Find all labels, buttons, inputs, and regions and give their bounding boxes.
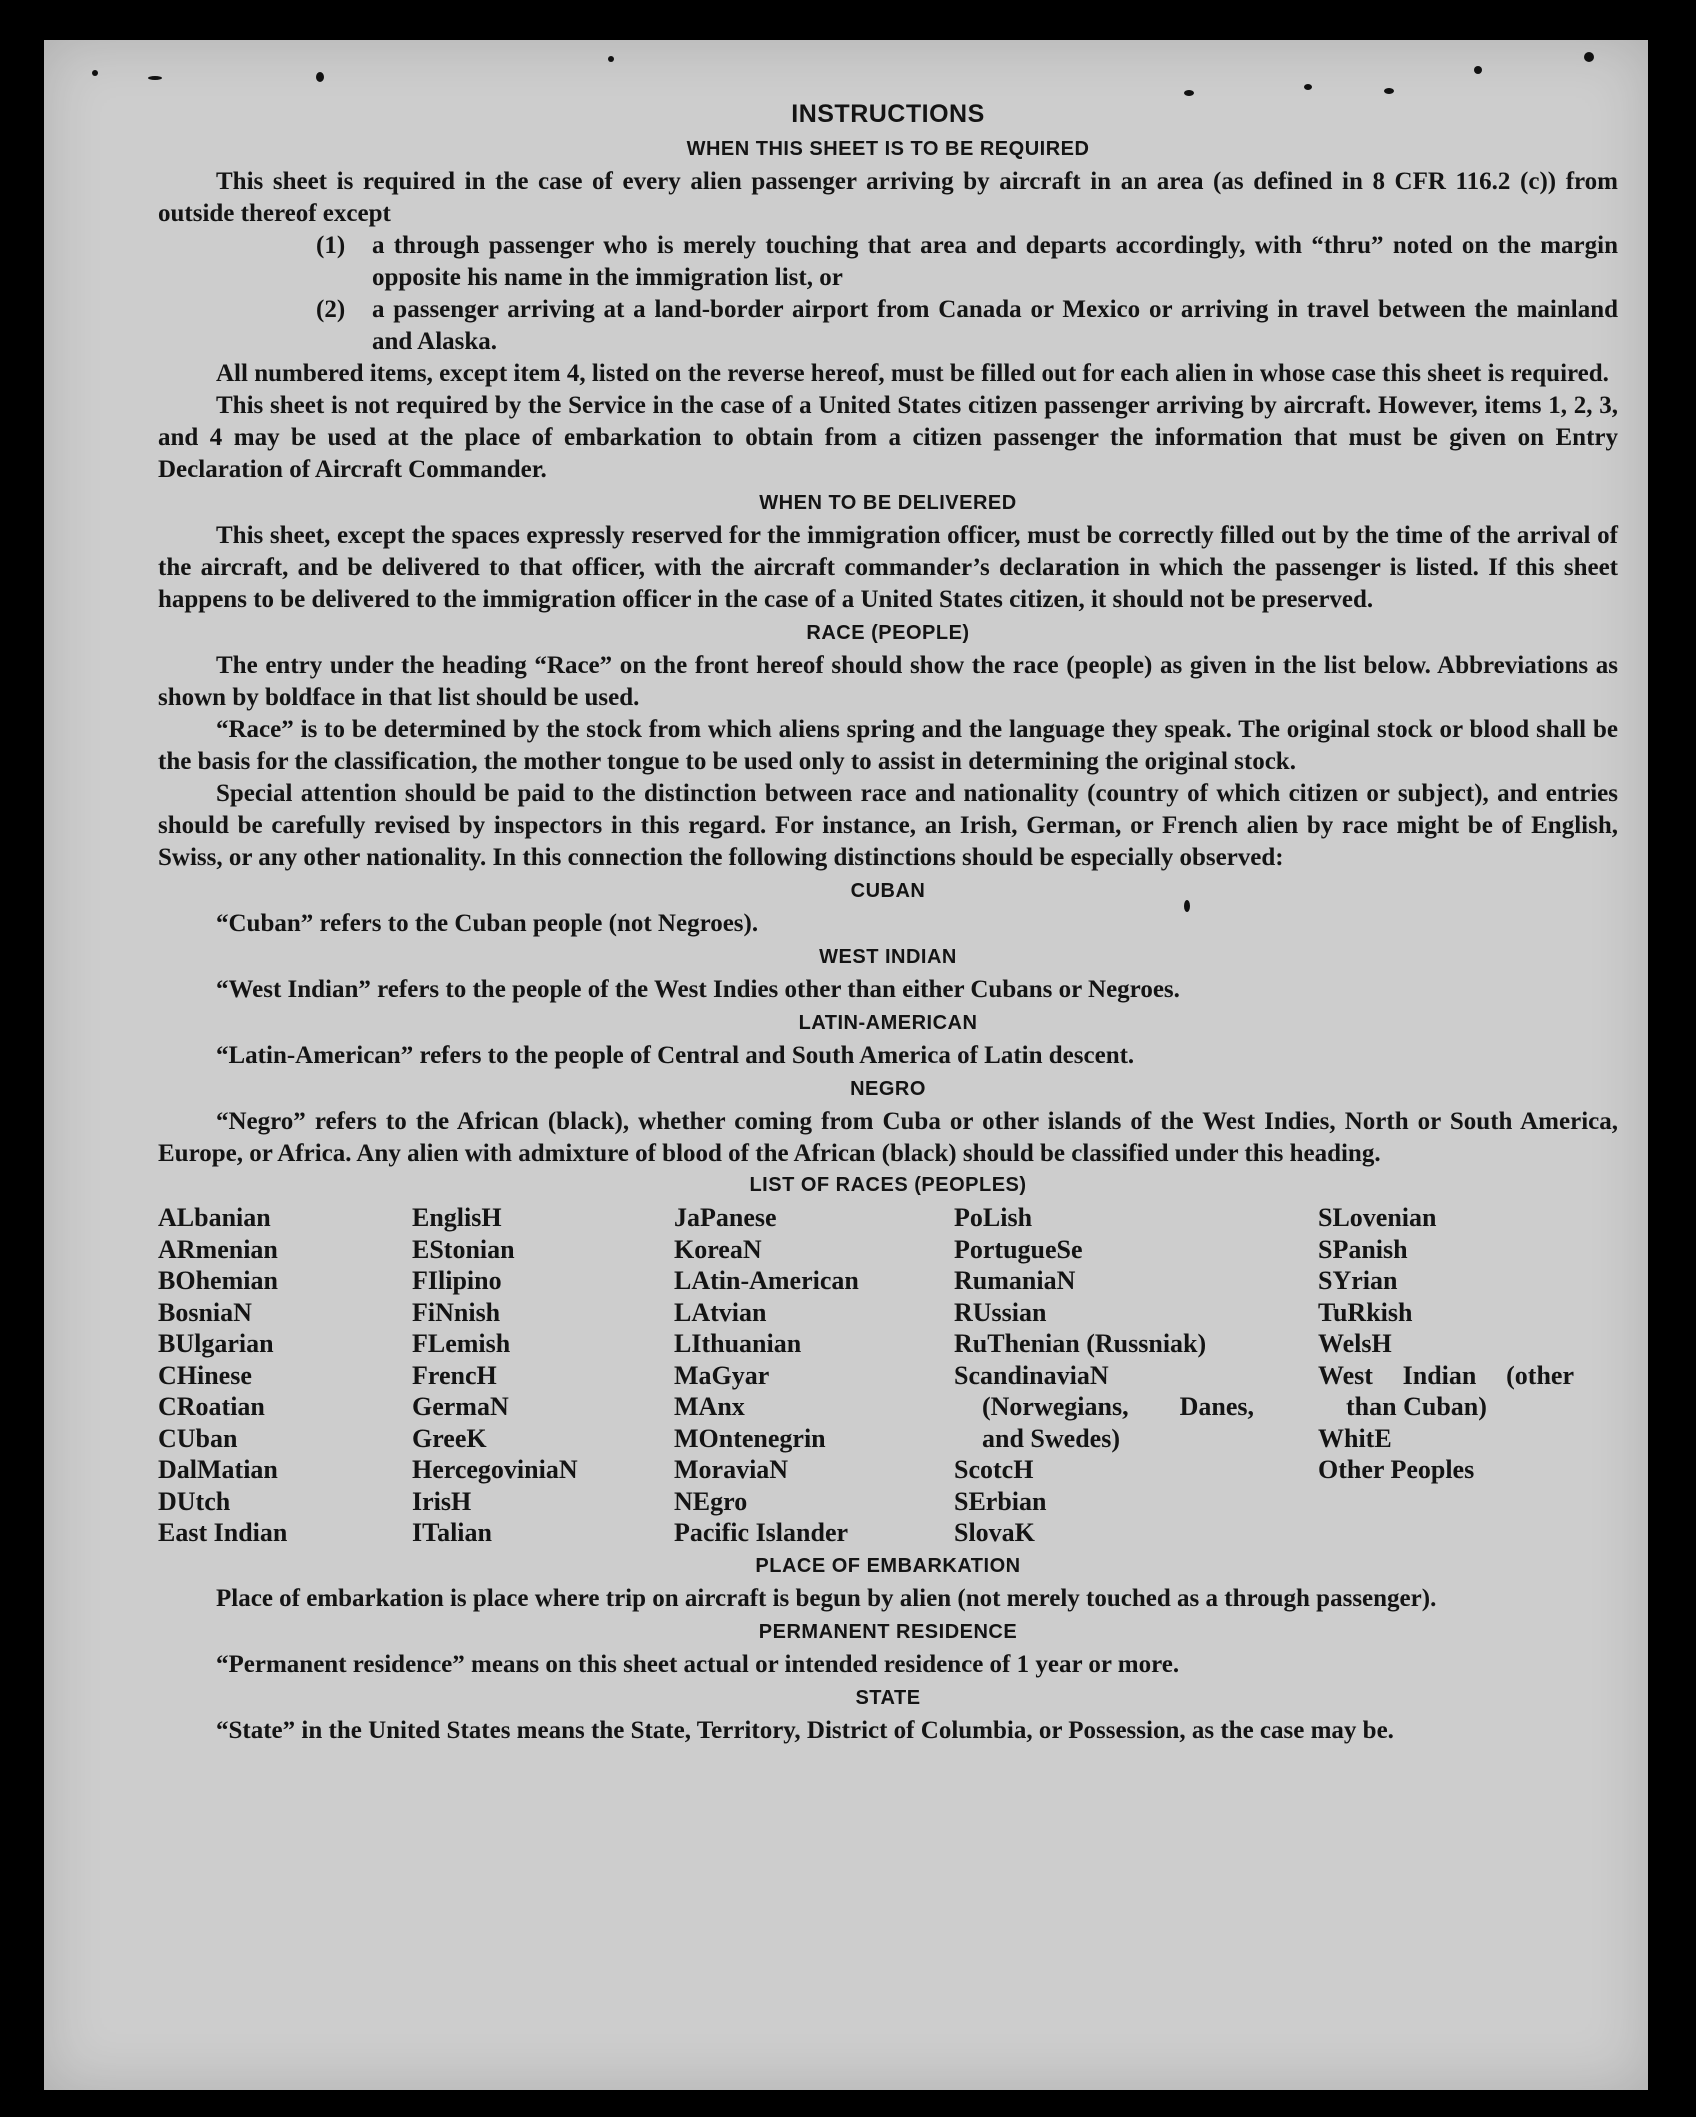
race-entry: EStonian <box>412 1234 515 1264</box>
item-text: a passenger arriving at a land-border airport from Canada or Mexico or arriving in travel between the mainland and Alaska. <box>372 296 1618 355</box>
ink-speck <box>316 72 324 82</box>
race-list <box>158 1176 1618 1549</box>
race-column <box>1318 1176 1574 1549</box>
race-entry: KoreaN <box>674 1234 762 1264</box>
race-entry: NEgro <box>674 1486 748 1516</box>
race-entry: ITalian <box>412 1518 492 1547</box>
paragraph: “West Indian” refers to the people of the West Indies other than either Cubans or Negroes. <box>216 976 1180 1003</box>
section-heading: LIST OF RACES (PEOPLES) <box>749 1174 1027 1196</box>
race-entry: LAtin-American <box>674 1266 859 1295</box>
race-entry: WhitE <box>1318 1423 1392 1453</box>
paragraph: “Cuban” refers to the Cuban people (not Negroes). <box>216 910 759 937</box>
race-entry: DalMatian <box>158 1455 278 1484</box>
document-page <box>44 40 1648 2090</box>
race-entry: ARmenian <box>158 1234 278 1264</box>
paragraph: All numbered items, except item 4, listed on the reverse hereof, must be filled out for each alien in whose case this sheet is required. <box>216 360 1609 387</box>
race-entry: FIlipino <box>412 1266 502 1295</box>
race-entry: PortugueSe <box>954 1234 1083 1264</box>
race-entry: FLemish <box>412 1329 511 1358</box>
race-entry: RUssian <box>954 1297 1047 1327</box>
race-entry: Other Peoples <box>1318 1455 1475 1484</box>
race-entry: CRoatian <box>158 1392 265 1421</box>
paragraph: Place of embarkation is place where trip on aircraft is begun by alien (not merely touched as a through passenger). <box>216 1584 1437 1612</box>
ink-speck <box>1304 84 1312 90</box>
race-column <box>158 1176 412 1549</box>
numbered-item <box>316 230 1618 294</box>
race-entry: CHinese <box>158 1360 252 1390</box>
section-heading: WHEN THIS SHEET IS TO BE REQUIRED <box>686 138 1090 160</box>
paragraph: This sheet is required in the case of every alien passenger arriving by aircraft in an area (as defined in 8 CFR 116.2 (c)) from outside thereof except <box>158 168 1618 227</box>
race-entry: ALbanian <box>158 1203 271 1232</box>
paragraph: The entry under the heading “Race” on the front hereof should show the race (people) as given in the list below. Abbreviations as shown by boldface in that list should be used. <box>158 652 1618 711</box>
race-entry: SLovenian <box>1318 1203 1437 1232</box>
ink-speck <box>608 56 614 62</box>
paragraph: “Race” is to be determined by the stock from which aliens spring and the language they speak. The original stock or blood shall be the basis for the classification, the mother tongue to be used only to assist in determining the original stock. <box>158 716 1618 775</box>
race-entry: BOhemian <box>158 1266 278 1295</box>
race-entry: LAtvian <box>674 1297 767 1327</box>
section-heading: PERMANENT RESIDENCE <box>758 1620 1018 1643</box>
race-entry: West Indian (other than Cuban) <box>1318 1360 1574 1421</box>
paragraph: “Permanent residence” means on this sheet actual or intended residence of 1 year or more. <box>216 1650 1180 1678</box>
ink-speck <box>148 76 162 80</box>
numbered-item <box>316 294 1618 358</box>
race-entry: ScandinaviaN (Norwegians, Danes, and Swedes) <box>954 1360 1254 1453</box>
paragraph: This sheet, except the spaces expressly reserved for the immigration officer, must be correctly filled out by the time of the arrival of the aircraft, and be delivered to that officer, with the aircraft commander’s declaration in which the passenger is listed. If this sheet happens to be delivered to the immigration officer in the case of a United States citizen, it should not be preserved. <box>158 522 1618 613</box>
instructions-text <box>158 96 1618 1747</box>
race-entry: LIthuanian <box>674 1329 802 1358</box>
section-heading: LATIN-AMERICAN <box>798 1012 978 1034</box>
paragraph: “State” in the United States means the State, Territory, District of Columbia, or Possession, as the case may be. <box>216 1716 1394 1744</box>
race-entry: HercegoviniaN <box>412 1455 578 1484</box>
race-entry: IrisH <box>412 1486 472 1516</box>
section-heading: WHEN TO BE DELIVERED <box>759 492 1017 514</box>
race-entry: East Indian <box>158 1518 288 1547</box>
race-entry: ScotcH <box>954 1455 1034 1484</box>
paragraph: “Negro” refers to the African (black), whether coming from Cuba or other islands of the West Indies, North or South America, Europe, or Africa. Any alien with admixture of blood of the African (black) should be classified under this heading. <box>158 1108 1618 1167</box>
race-entry: RumaniaN <box>954 1266 1076 1295</box>
item-text: a through passenger who is merely touching that area and departs accordingly, with “thru” noted on the margin opposite his name in the immigration list, or <box>372 232 1618 291</box>
paragraph: Special attention should be paid to the distinction between race and nationality (country of which citizen or subject), and entries should be carefully revised by inspectors in this regard. For instance, an Irish, German, or French alien by race might be of English, Swiss, or any other nationality. In this connection the following distinctions should be especially observed: <box>158 780 1618 871</box>
race-entry: Pacific Islander <box>674 1518 849 1547</box>
race-entry: EnglisH <box>412 1203 502 1232</box>
race-entry: SYrian <box>1318 1266 1398 1295</box>
item-number: (1) <box>316 232 346 259</box>
ink-speck <box>92 70 98 76</box>
race-entry: RuThenian (Russniak) <box>954 1329 1207 1358</box>
race-entry: GermaN <box>412 1392 509 1421</box>
ink-speck <box>1474 66 1482 74</box>
race-entry: MoraviaN <box>674 1455 789 1484</box>
paragraph: “Latin-American” refers to the people of Central and South America of Latin descent. <box>216 1042 1135 1069</box>
ink-speck <box>1584 52 1594 62</box>
race-entry: JaPanese <box>674 1203 777 1232</box>
race-entry: WelsH <box>1318 1329 1392 1358</box>
race-entry: PoLish <box>954 1203 1033 1232</box>
race-column <box>412 1176 674 1549</box>
section-heading: CUBAN <box>850 880 926 902</box>
paragraph: This sheet is not required by the Service in the case of a United States citizen passenger arriving by aircraft. However, items 1, 2, 3, and 4 may be used at the place of embarkation to obtain from a citizen passenger the information that must be given on Entry Declaration of Aircraft Commander. <box>158 392 1618 483</box>
race-column <box>674 1176 954 1549</box>
race-entry: DUtch <box>158 1486 231 1516</box>
race-entry: CUban <box>158 1423 238 1453</box>
ink-speck <box>1384 88 1394 94</box>
race-entry: FrencH <box>412 1360 497 1390</box>
race-entry: BosniaN <box>158 1297 252 1327</box>
section-heading: STATE <box>855 1686 921 1709</box>
race-entry: GreeK <box>412 1423 487 1453</box>
race-entry: TuRkish <box>1318 1297 1413 1327</box>
race-entry: BUlgarian <box>158 1329 274 1358</box>
item-number: (2) <box>316 296 346 323</box>
race-entry: MaGyar <box>674 1360 770 1390</box>
section-heading: RACE (PEOPLE) <box>806 622 970 644</box>
section-heading: WEST INDIAN <box>819 946 957 968</box>
race-entry: MAnx <box>674 1392 745 1421</box>
race-entry: SErbian <box>954 1486 1047 1516</box>
race-entry: SPanish <box>1318 1234 1408 1264</box>
section-heading: NEGRO <box>850 1078 926 1100</box>
section-heading: PLACE OF EMBARKATION <box>755 1554 1021 1577</box>
race-column <box>954 1176 1254 1549</box>
race-entry: SlovaK <box>954 1518 1035 1547</box>
race-entry: MOntenegrin <box>674 1423 826 1453</box>
race-entry: FiNnish <box>412 1297 501 1327</box>
page-title: INSTRUCTIONS <box>791 100 985 128</box>
